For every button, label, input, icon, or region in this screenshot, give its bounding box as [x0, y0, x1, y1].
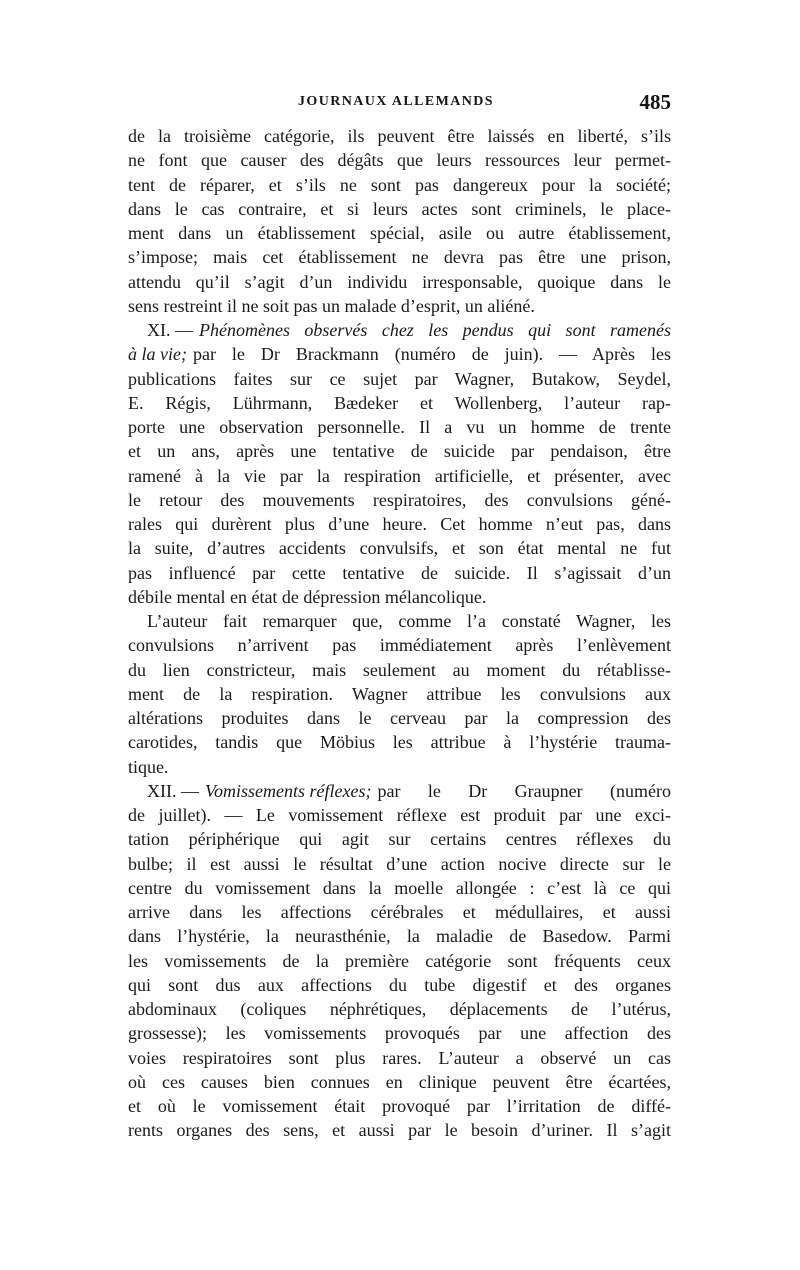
text-line: dans l’hystérie, la neurasthénie, la maladie de Basedow. Parmi: [128, 926, 671, 947]
text-line: le retour des mouvements respiratoires, des convulsions géné-: [128, 489, 671, 510]
text-line: par le Dr Brackmann (numéro de juin). — Après les: [192, 344, 671, 365]
text-line: dans le cas contraire, et si leurs actes sont criminels, le place-: [128, 198, 671, 219]
text-line: rents organes des sens, et aussi par le besoin d’uriner. Il s’agit: [128, 1120, 671, 1141]
section-title: Phénomènes observés chez les pendus qui sont ramenés: [199, 320, 671, 340]
text-line: grossesse); les vomissements provoqués par une affection des: [128, 1023, 671, 1044]
text-line: carotides, tandis que Möbius les attribue à l’hystérie trauma-: [128, 732, 671, 753]
text-line: convulsions n’arrivent pas immédiatement après l’enlèvement: [128, 635, 671, 656]
text-line: et un ans, après une tentative de suicide par pendaison, être: [128, 441, 671, 462]
text-line: tique.: [128, 756, 169, 777]
running-title: JOURNAUX ALLEMANDS: [298, 94, 494, 109]
section-title: Vomissements réflexes;: [205, 780, 372, 801]
text-line: la suite, d’autres accidents convulsifs, et son état mental ne fut: [128, 538, 671, 559]
text-line: rales qui durèrent plus d’une heure. Cet homme n’eut pas, dans: [128, 514, 671, 534]
text-line: par le Dr Graupner (numéro: [377, 780, 671, 801]
text-line: publications faites sur ce sujet par Wagner, Butakow, Seydel,: [128, 368, 671, 389]
page-number: 485: [639, 90, 671, 114]
text-line: ment dans un établissement spécial, asile ou autre établissement,: [128, 223, 671, 243]
text-line: les vomissements de la première catégorie sont fréquents ceux: [128, 950, 671, 971]
text-line: centre du vomissement dans la moelle allongée : c’est là ce qui: [128, 877, 671, 898]
text-line: de la troisième catégorie, ils peuvent être laissés en liberté, s’ils: [128, 126, 671, 146]
section-number: XII. —: [147, 780, 199, 801]
text-line: où ces causes bien connues en clinique peuvent être écartées,: [128, 1071, 671, 1092]
text-line: bulbe; il est aussi le résultat d’une action nocive directe sur le: [128, 853, 671, 874]
text-line: débile mental en état de dépression mélancolique.: [128, 586, 487, 607]
text-line: ramené à la vie par la respiration artificielle, et présenter, avec: [128, 465, 671, 486]
text-line: abdominaux (coliques néphrétiques, déplacements de l’utérus,: [128, 999, 671, 1019]
section-title-continued: à la vie;: [128, 344, 187, 365]
text-line: arrive dans les affections cérébrales et médullaires, et aussi: [128, 902, 671, 922]
text-line: et où le vomissement était provoqué par l’irritation de diffé-: [128, 1096, 671, 1116]
running-header: [128, 92, 671, 118]
section-number: XI. —: [147, 320, 193, 340]
text-line: du lien constricteur, mais seulement au moment du rétablisse-: [128, 659, 671, 680]
text-line: qui sont dus aux affections du tube digestif et des organes: [128, 974, 671, 995]
text-line: altérations produites dans le cerveau par la compression des: [128, 708, 671, 728]
text-line: L’auteur fait remarquer que, comme l’a constaté Wagner, les: [147, 611, 671, 631]
text-line: de juillet). — Le vomissement réflexe est produit par une exci-: [128, 805, 671, 825]
text-line: E. Régis, Lührmann, Bædeker et Wollenberg, l’auteur rap-: [128, 392, 671, 413]
text-line: porte une observation personnelle. Il a vu un homme de trente: [128, 417, 671, 437]
text-line: s’impose; mais cet établissement ne devra pas être une prison,: [128, 247, 671, 268]
text-line: tent de réparer, et s’ils ne sont pas dangereux pour la société;: [128, 174, 671, 195]
text-line: attendu qu’il s’agit d’un individu irresponsable, quoique dans le: [128, 271, 671, 292]
text-line: tation périphérique qui agit sur certains centres réflexes du: [128, 829, 671, 850]
section-heading-line: [128, 318, 671, 342]
text-line: ment de la respiration. Wagner attribue les convulsions aux: [128, 683, 671, 704]
text-line: sens restreint il ne soit pas un malade d’esprit, un aliéné.: [128, 295, 535, 316]
text-line: ne font que causer des dégâts que leurs ressources leur permet-: [128, 150, 671, 171]
text-line: pas influencé par cette tentative de suicide. Il s’agissait d’un: [128, 562, 671, 583]
text-line: voies respiratoires sont plus rares. L’auteur a observé un cas: [128, 1047, 671, 1068]
section-heading-line: [128, 342, 671, 366]
section-heading-line: [128, 779, 671, 803]
body-text: [128, 124, 671, 1143]
